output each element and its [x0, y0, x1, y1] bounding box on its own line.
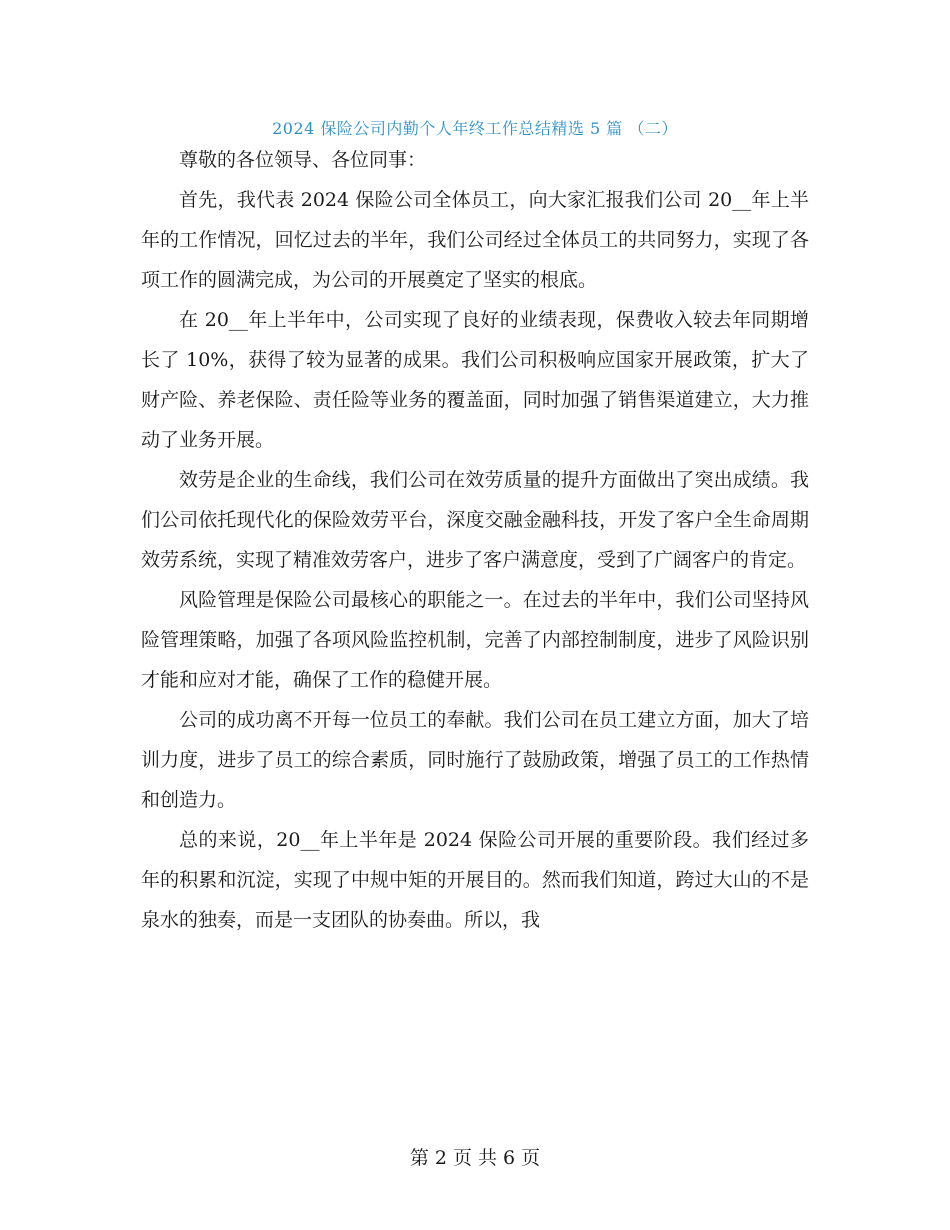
paragraph: 公司的成功离不开每一位员工的奉献。我们公司在员工建立方面，加大了培训力度，进步了员工的综合素质，同时施行了鼓励政策，增强了员工的工作热情和创造力。 — [141, 709, 809, 811]
paragraph: 总的来说，20__年上半年是 2024 保险公司开展的重要阶段。我们经过多年的积累和沉淀，实现了中规中矩的开展目的。然而我们知道，跨过大山的不是泉水的独奏，而是一支团队的协奏曲。所以，我 — [141, 829, 809, 931]
document-title: 2024 保险公司内勤个人年终工作总结精选 5 篇 （二） — [272, 119, 678, 138]
page-number-footer: 第 2 页 共 6 页 — [409, 1147, 541, 1169]
paragraph: 首先，我代表 2024 保险公司全体员工，向大家汇报我们公司 20__年上半年的工作情况，回忆过去的半年，我们公司经过全体员工的共同努力，实现了各项工作的圆满完成，为公司的开展奠定了坚实的根底。 — [141, 189, 809, 291]
document-body — [141, 140, 809, 940]
salutation: 尊敬的各位领导、各位同事： — [179, 149, 427, 171]
paragraph: 效劳是企业的生命线，我们公司在效劳质量的提升方面做出了突出成绩。我们公司依托现代化的保险效劳平台，深度交融金融科技，开发了客户全生命周期效劳系统，实现了精准效劳客户，进步了客户满意度，受到了广阔客户的肯定。 — [141, 469, 809, 571]
paragraph: 风险管理是保险公司最核心的职能之一。在过去的半年中，我们公司坚持风险管理策略，加强了各项风险监控机制，完善了内部控制制度，进步了风险识别才能和应对才能，确保了工作的稳健开展。 — [141, 589, 809, 691]
paragraph: 在 20__年上半年中，公司实现了良好的业绩表现，保费收入较去年同期增长了 10%，获得了较为显著的成果。我们公司积极响应国家开展政策，扩大了财产险、养老保险、责任险等业务的覆盖面，同时加强了销售渠道建立，大力推动了业务开展。 — [141, 309, 809, 451]
